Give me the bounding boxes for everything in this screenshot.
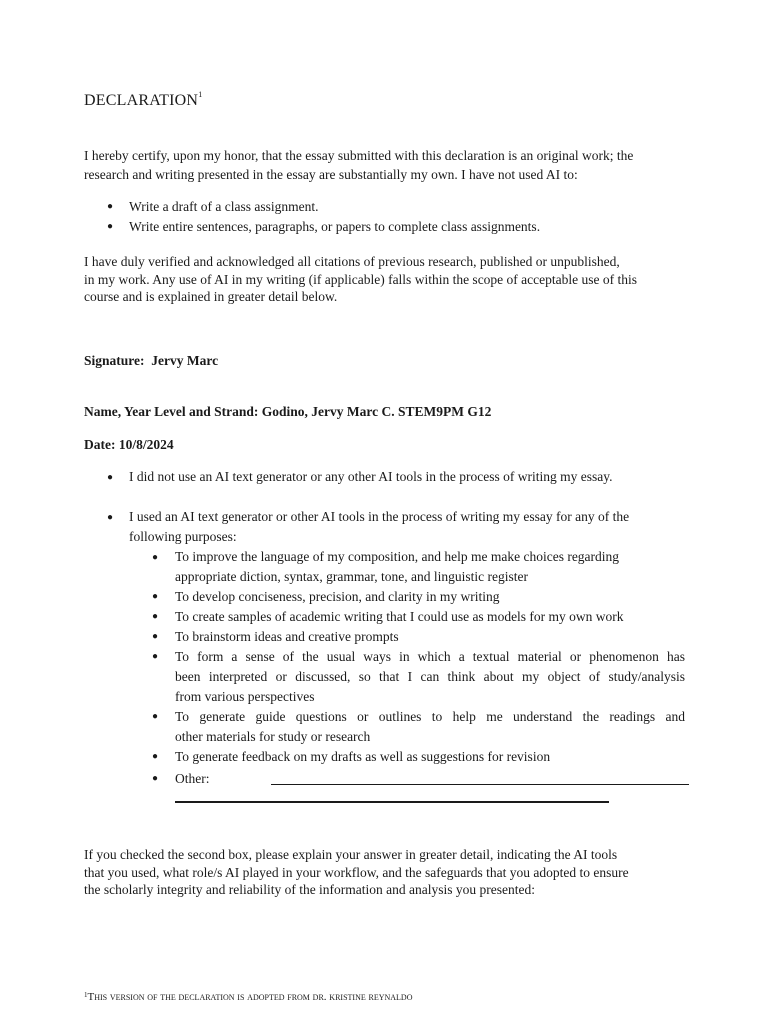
bullet-icon: ● bbox=[107, 472, 114, 483]
bullet-icon: ● bbox=[152, 751, 159, 762]
footnote-text: This version of the declaration is adopted from dr. kristine reynaldo bbox=[87, 991, 413, 1003]
option-2-line-2: following purposes: bbox=[129, 529, 237, 544]
verify-line-2: in my work. Any use of AI in my writing (if applicable) falls within the scope of acceptable use of this bbox=[84, 272, 637, 287]
bullet-icon: ● bbox=[107, 201, 114, 212]
bullet-icon: ● bbox=[152, 651, 159, 662]
bullet-icon: ● bbox=[152, 611, 159, 622]
bullet-icon: ● bbox=[152, 773, 159, 784]
date-value: 10/8/2024 bbox=[118, 437, 174, 452]
verify-line-3: course and is explained in greater detail below. bbox=[84, 289, 338, 304]
purpose-7: To generate feedback on my drafts as well as suggestions for revision bbox=[175, 749, 551, 764]
not-used-item-1: Write a draft of a class assignment. bbox=[129, 199, 319, 214]
date-line bbox=[84, 435, 174, 455]
purpose-5-line-2: been interpreted or discussed, so that I can think about my object of study/analysis bbox=[175, 669, 685, 684]
purpose-2: To develop conciseness, precision, and clarity in my writing bbox=[175, 589, 500, 604]
other-answer-line-2[interactable] bbox=[175, 801, 609, 803]
title-footnote-mark: 1 bbox=[198, 90, 203, 99]
purpose-5-line-3: from various perspectives bbox=[175, 689, 315, 704]
purpose-4: To brainstorm ideas and creative prompts bbox=[175, 629, 399, 644]
bullet-icon: ● bbox=[152, 711, 159, 722]
name-year-strand-line bbox=[84, 402, 491, 422]
name-value: Godino, Jervy Marc C. STEM9PM G12 bbox=[261, 404, 492, 419]
option-2-line-1: I used an AI text generator or other AI tools in the process of writing my essay for any of the bbox=[129, 509, 630, 524]
intro-line-2: research and writing presented in the essay are substantially my own. I have not used AI to: bbox=[84, 167, 578, 182]
purpose-other-label: Other: bbox=[175, 771, 210, 786]
footnote-mark: 1 bbox=[84, 991, 88, 999]
verify-line-1: I have duly verified and acknowledged all citations of previous research, published or unpublished, bbox=[84, 254, 620, 269]
signature-label: Signature: bbox=[84, 353, 145, 368]
purpose-1-line-1: To improve the language of my composition, and help me make choices regarding bbox=[175, 549, 620, 564]
other-answer-line-1[interactable] bbox=[271, 784, 689, 785]
bullet-icon: ● bbox=[107, 221, 114, 232]
footnote bbox=[84, 991, 412, 1003]
bullet-icon: ● bbox=[152, 591, 159, 602]
explain-line-2: that you used, what role/s AI played in your workflow, and the safeguards that you adopted to ensure bbox=[84, 865, 629, 880]
name-label: Name, Year Level and Strand: bbox=[84, 404, 259, 419]
bullet-icon: ● bbox=[107, 512, 114, 523]
purpose-6-line-2: other materials for study or research bbox=[175, 729, 371, 744]
purpose-6-line-1: To generate guide questions or outlines to help me understand the readings and bbox=[175, 709, 685, 724]
purpose-5-line-1: To form a sense of the usual ways in which a textual material or phenomenon has bbox=[175, 649, 685, 664]
purpose-1-line-2: appropriate diction, syntax, grammar, tone, and linguistic register bbox=[175, 569, 528, 584]
explain-line-3: the scholarly integrity and reliability of the information and analysis you presented: bbox=[84, 882, 536, 897]
explain-line-1: If you checked the second box, please explain your answer in greater detail, indicating the AI tools bbox=[84, 847, 618, 862]
signature-line bbox=[84, 351, 218, 371]
title-text: DECLARATION bbox=[84, 92, 199, 109]
date-label: Date: bbox=[84, 437, 116, 452]
signature-value: Jervy Marc bbox=[151, 353, 219, 368]
bullet-icon: ● bbox=[152, 631, 159, 642]
not-used-item-2: Write entire sentences, paragraphs, or papers to complete class assignments. bbox=[129, 219, 541, 234]
bullet-icon: ● bbox=[152, 552, 159, 563]
purpose-3: To create samples of academic writing that I could use as models for my own work bbox=[175, 609, 624, 624]
page-title bbox=[84, 92, 202, 110]
option-1: I did not use an AI text generator or any other AI tools in the process of writing my essay. bbox=[129, 469, 613, 484]
intro-line-1: I hereby certify, upon my honor, that the essay submitted with this declaration is an original work; the bbox=[84, 148, 634, 163]
